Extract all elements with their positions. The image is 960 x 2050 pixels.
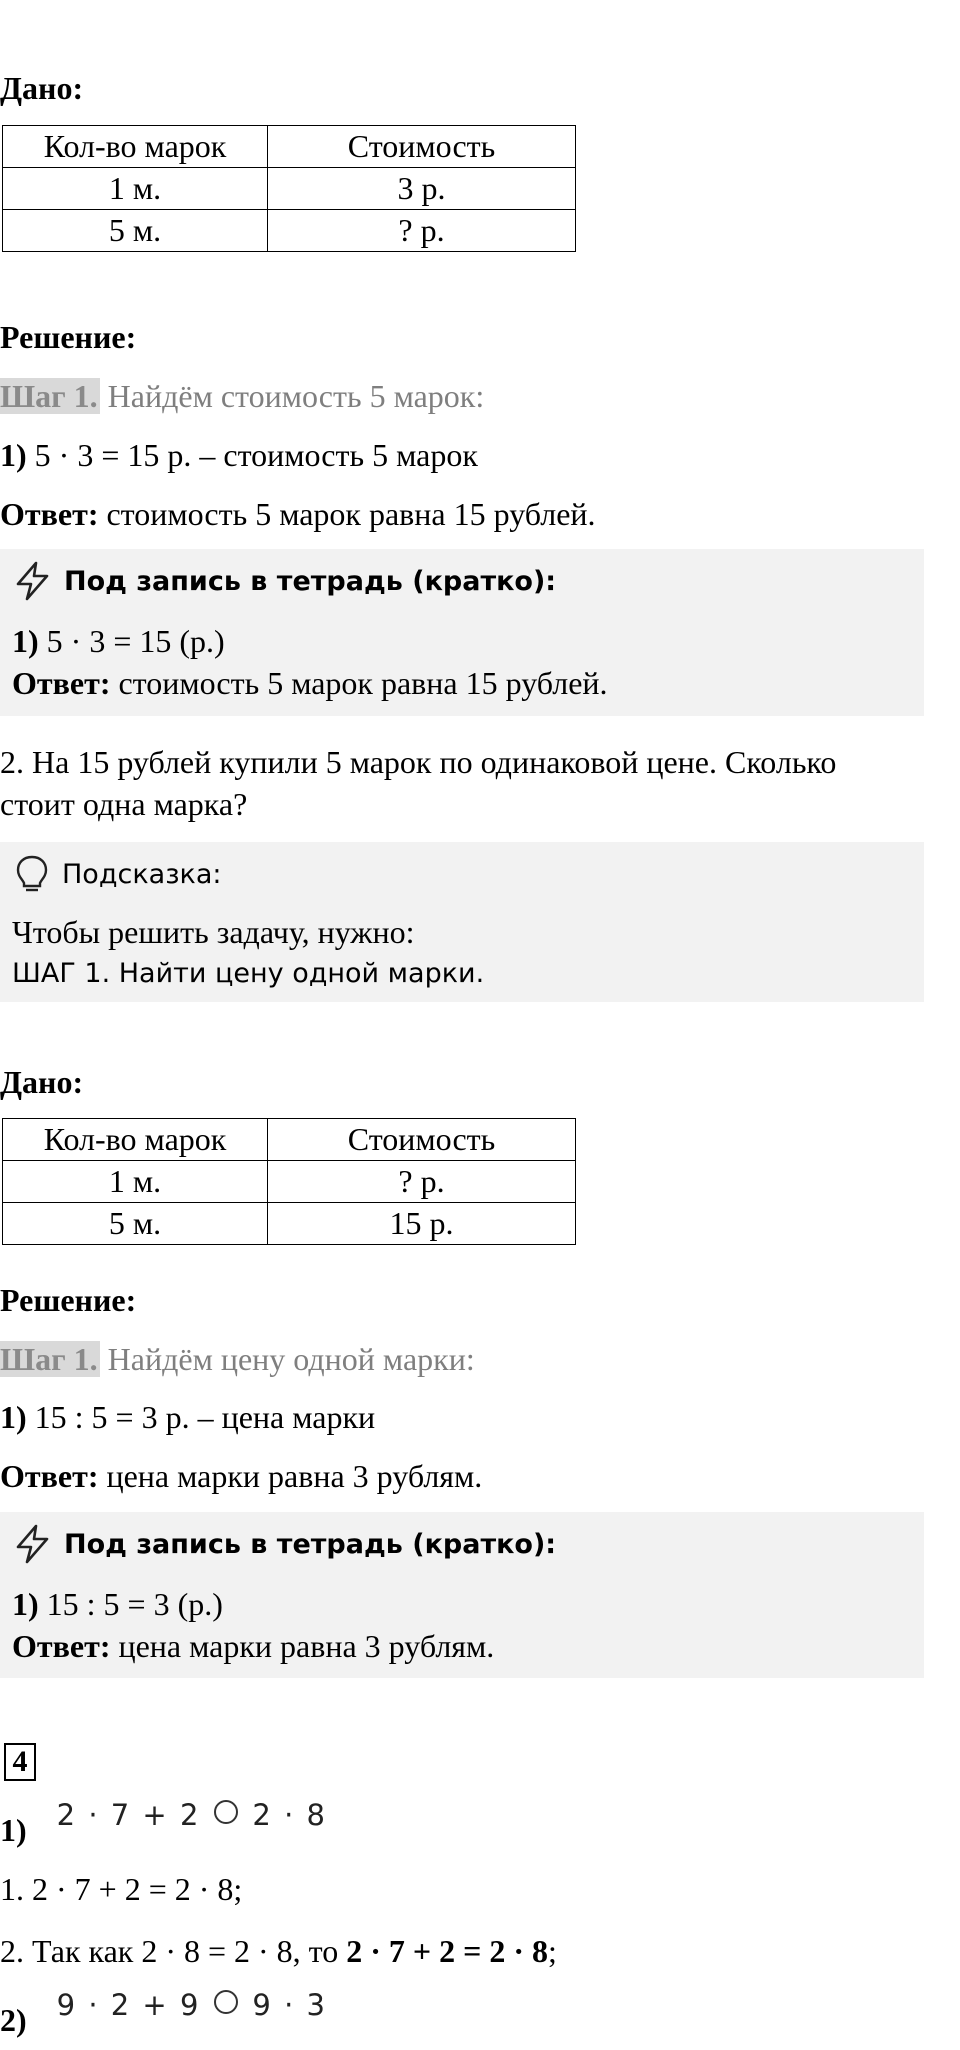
given-label: Дано: bbox=[0, 70, 84, 106]
notebook-calc bbox=[12, 1584, 223, 1624]
table-cell: 1 м. bbox=[3, 168, 268, 210]
hint-step-line bbox=[12, 954, 484, 994]
hint-step-label: ШАГ 1. bbox=[12, 958, 111, 989]
table-cell: ? р. bbox=[268, 210, 576, 252]
answer-text: стоимость 5 марок равна 15 рублей. bbox=[98, 496, 596, 532]
item-1-step-2 bbox=[0, 1931, 557, 1971]
calc-line bbox=[0, 435, 478, 475]
notebook-header bbox=[12, 559, 556, 603]
notebook-calc bbox=[12, 621, 225, 661]
given-label: Дано: bbox=[0, 1064, 84, 1100]
table-cell: 15 р. bbox=[268, 1203, 576, 1245]
lightbulb-icon bbox=[12, 853, 52, 895]
calc-line bbox=[0, 1397, 375, 1437]
solution-label: Решение: bbox=[0, 319, 137, 355]
table-row bbox=[3, 1203, 576, 1245]
notebook-header bbox=[12, 1522, 556, 1566]
notebook-title: Под запись в тетрадь (кратко): bbox=[64, 1528, 557, 1560]
expression-right: 2 · 8 bbox=[252, 1798, 327, 1832]
table-row bbox=[3, 126, 576, 168]
hint-panel bbox=[0, 842, 924, 1002]
step-label: Шаг 1. bbox=[0, 1341, 98, 1377]
problem-text-line-2: стоит одна марка? bbox=[0, 786, 248, 822]
answer-line bbox=[0, 494, 596, 534]
table-cell: 5 м. bbox=[3, 1203, 268, 1245]
step-line bbox=[0, 1339, 475, 1379]
notebook-answer bbox=[12, 663, 608, 703]
lightning-icon bbox=[12, 560, 54, 602]
exercise-item-1 bbox=[0, 1798, 327, 1850]
answer-label: Ответ: bbox=[12, 1628, 111, 1664]
comparison-expression bbox=[57, 1798, 327, 1832]
notebook-title: Под запись в тетрадь (кратко): bbox=[64, 565, 557, 597]
given-table bbox=[2, 1118, 576, 1245]
answer-label: Ответ: bbox=[0, 1458, 99, 1494]
table-cell: ? р. bbox=[268, 1161, 576, 1203]
comparison-circle-icon bbox=[214, 1990, 238, 2014]
answer-line bbox=[0, 1456, 482, 1496]
step-line bbox=[0, 376, 484, 416]
item-1-step-1: 1. 2 · 7 + 2 = 2 · 8; bbox=[0, 1871, 243, 1907]
calc-number: 1) bbox=[12, 1586, 39, 1622]
calc-text: 5 · 3 = 15 (р.) bbox=[38, 623, 225, 659]
answer-label: Ответ: bbox=[0, 496, 99, 532]
table-header-count: Кол-во марок bbox=[3, 1119, 268, 1161]
table-header-cost: Стоимость bbox=[268, 126, 576, 168]
calc-number: 1) bbox=[12, 623, 39, 659]
item-label: 1) bbox=[0, 1812, 27, 1848]
expression-right: 9 · 3 bbox=[252, 1988, 327, 2022]
solution-label: Решение: bbox=[0, 1282, 137, 1318]
table-row bbox=[3, 168, 576, 210]
notebook-panel bbox=[0, 549, 924, 716]
calc-text: 15 : 5 = 3 (р.) bbox=[38, 1586, 223, 1622]
table-cell: 1 м. bbox=[3, 1161, 268, 1203]
table-cell: 3 р. bbox=[268, 168, 576, 210]
table-row bbox=[3, 210, 576, 252]
hint-header bbox=[12, 852, 222, 896]
notebook-answer bbox=[12, 1626, 494, 1666]
table-header-cost: Стоимость bbox=[268, 1119, 576, 1161]
answer-text: стоимость 5 марок равна 15 рублей. bbox=[110, 665, 608, 701]
comparison-circle-icon bbox=[214, 1800, 238, 1824]
step-label: Шаг 1. bbox=[0, 378, 98, 414]
calc-text: 15 : 5 = 3 р. – цена марки bbox=[26, 1399, 376, 1435]
table-row bbox=[3, 1161, 576, 1203]
problem-text-line-1: 2. На 15 рублей купили 5 марок по одинаковой цене. Сколько bbox=[0, 744, 837, 780]
hint-line-1: Чтобы решить задачу, нужно: bbox=[12, 914, 415, 950]
step-2-text: 2. Так как 2 · 8 = 2 · 8, то bbox=[0, 1933, 347, 1969]
lightning-icon bbox=[12, 1523, 54, 1565]
exercise-number: 4 bbox=[4, 1743, 36, 1781]
table-row bbox=[3, 1119, 576, 1161]
step-text: Найдём стоимость 5 марок: bbox=[99, 378, 485, 414]
step-text: Найдём цену одной марки: bbox=[99, 1341, 475, 1377]
step-2-end: ; bbox=[548, 1933, 557, 1969]
exercise-item-2 bbox=[0, 1988, 327, 2040]
table-header-count: Кол-во марок bbox=[3, 126, 268, 168]
answer-text: цена марки равна 3 рублям. bbox=[98, 1458, 483, 1494]
expression-left: 2 · 7 + 2 bbox=[56, 1798, 201, 1832]
table-cell: 5 м. bbox=[3, 210, 268, 252]
calc-number: 1) bbox=[0, 1399, 27, 1435]
item-label: 2) bbox=[0, 2002, 27, 2038]
calc-text: 5 · 3 = 15 р. – стоимость 5 марок bbox=[26, 437, 478, 473]
expression-left: 9 · 2 + 9 bbox=[56, 1988, 201, 2022]
given-table bbox=[2, 125, 576, 252]
hint-step-text: Найти цену одной марки. bbox=[110, 958, 485, 989]
answer-text: цена марки равна 3 рублям. bbox=[110, 1628, 495, 1664]
step-2-result: 2 · 7 + 2 = 2 · 8 bbox=[346, 1933, 549, 1969]
answer-label: Ответ: bbox=[12, 665, 111, 701]
calc-number: 1) bbox=[0, 437, 27, 473]
comparison-expression bbox=[57, 1988, 327, 2022]
notebook-panel bbox=[0, 1512, 924, 1678]
hint-title: Подсказка: bbox=[62, 858, 222, 890]
